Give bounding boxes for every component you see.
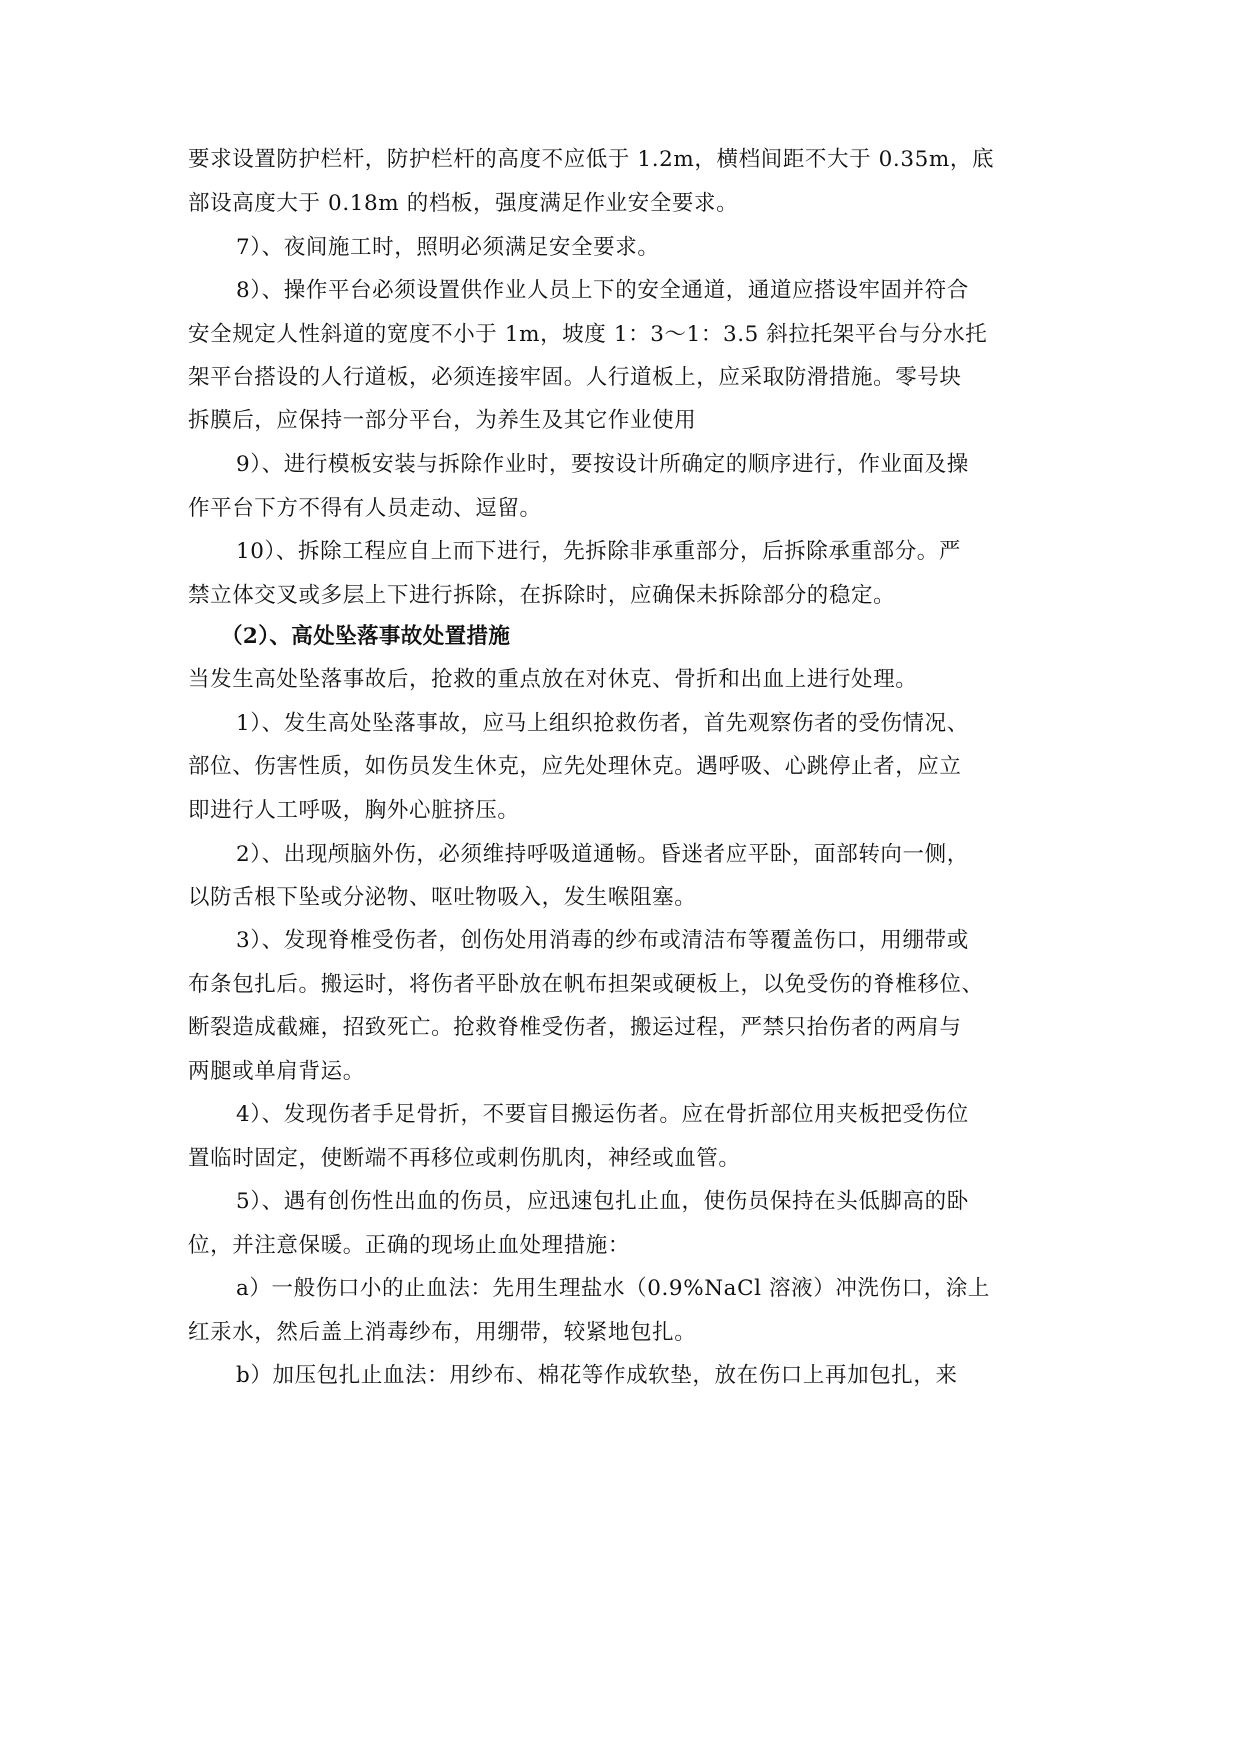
text-line: 部位、伤害性质，如伤员发生休克，应先处理休克。遇呼吸、心跳停止者，应立 — [188, 754, 962, 779]
text-line: 架平台搭设的人行道板，必须连接牢固。人行道板上，应采取防滑措施。零号块 — [188, 365, 962, 390]
text-line: 1）、发生高处坠落事故，应马上组织抢救伤者，首先观察伤者的受伤情况、 — [236, 711, 969, 736]
text-line: 10）、拆除工程应自上而下进行，先拆除非承重部分，后拆除承重部分。严 — [236, 539, 962, 564]
text-line: 7）、夜间施工时，照明必须满足安全要求。 — [236, 235, 660, 260]
text-line: 位，并注意保暖。正确的现场止血处理措施： — [188, 1233, 631, 1258]
text-line: 2）、出现颅脑外伤，必须维持呼吸道通畅。昏迷者应平卧，面部转向一侧， — [236, 842, 969, 867]
text-line: 红汞水，然后盖上消毒纱布，用绷带，较紧地包扎。 — [188, 1320, 697, 1345]
text-line: 当发生高处坠落事故后，抢救的重点放在对休克、骨折和出血上进行处理。 — [188, 667, 918, 692]
text-line: 置临时固定，使断端不再移位或刺伤肌肉，神经或血管。 — [188, 1146, 741, 1171]
text-line: 5）、遇有创伤性出血的伤员，应迅速包扎止血，使伤员保持在头低脚高的卧 — [236, 1189, 969, 1214]
text-line: 禁立体交叉或多层上下进行拆除，在拆除时，应确保未拆除部分的稳定。 — [188, 583, 896, 608]
text-line: 安全规定人性斜道的宽度不小于 1m，坡度 1：3～1：3.5 斜拉托架平台与分水托 — [188, 322, 988, 347]
text-line: 即进行人工呼吸，胸外心脏挤压。 — [188, 798, 520, 823]
text-line: 布条包扎后。搬运时，将伤者平卧放在帆布担架或硬板上，以免受伤的脊椎移位、 — [188, 972, 984, 997]
section-heading: （2）、高处坠落事故处置措施 — [221, 624, 511, 649]
text-line: 3）、发现脊椎受伤者，创伤处用消毒的纱布或清洁布等覆盖伤口，用绷带或 — [236, 928, 969, 953]
text-line: 拆膜后，应保持一部分平台，为养生及其它作业使用 — [188, 408, 697, 433]
text-line: 作平台下方不得有人员走动、逗留。 — [188, 496, 542, 521]
text-line: 4）、发现伤者手足骨折，不要盲目搬运伤者。应在骨折部位用夹板把受伤位 — [236, 1102, 969, 1127]
text-line: 8）、操作平台必须设置供作业人员上下的安全通道，通道应搭设牢固并符合 — [236, 278, 969, 303]
text-line: 断裂造成截瘫，招致死亡。抢救脊椎受伤者，搬运过程，严禁只抬伤者的两肩与 — [188, 1015, 962, 1040]
text-line: 部设高度大于 0.18m 的档板，强度满足作业安全要求。 — [188, 191, 739, 216]
text-line: 9）、进行模板安装与拆除作业时，要按设计所确定的顺序进行，作业面及操 — [236, 452, 969, 477]
text-line: 以防舌根下坠或分泌物、呕吐物吸入，发生喉阻塞。 — [188, 885, 697, 910]
text-line: 两腿或单肩背运。 — [188, 1059, 365, 1084]
text-line: a）一般伤口小的止血法：先用生理盐水（0.9%NaCl 溶液）冲洗伤口，涂上 — [236, 1276, 991, 1301]
text-line: 要求设置防护栏杆，防护栏杆的高度不应低于 1.2m，横档间距不大于 0.35m，底 — [188, 147, 995, 172]
text-line: b）加压包扎止血法：用纱布、棉花等作成软垫，放在伤口上再加包扎，来 — [236, 1363, 958, 1388]
